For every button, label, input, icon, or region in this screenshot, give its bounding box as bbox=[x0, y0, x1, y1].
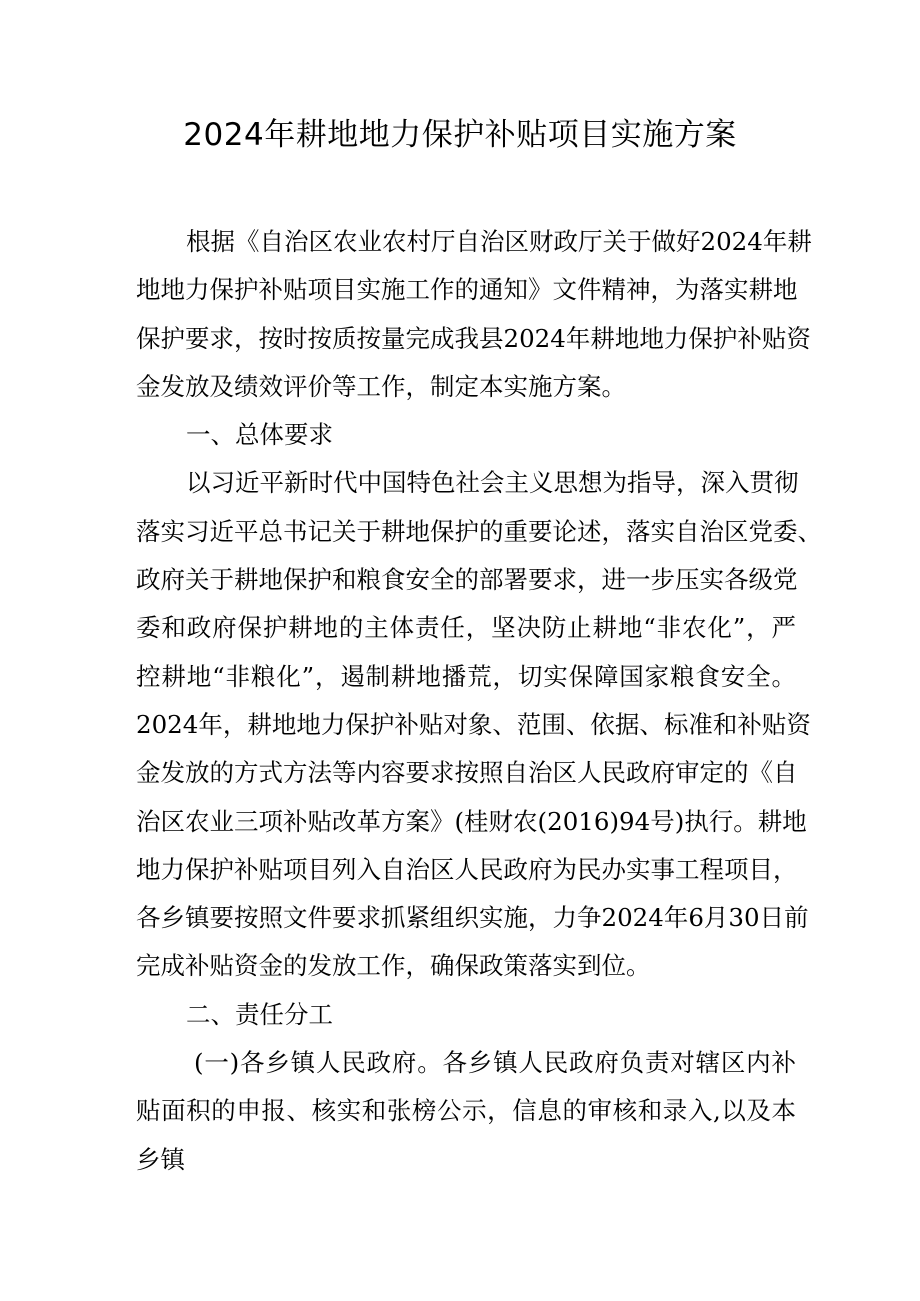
paragraph-line: 地力保护补贴项目列入自治区人民政府为民办实事工程项目， bbox=[136, 854, 798, 884]
paragraph-line: 金发放的方式方法等内容要求按照自治区人民政府审定的《自 bbox=[136, 758, 798, 788]
paragraph-line: 贴面积的申报、核实和张榜公示，信息的审核和录入,以及本 bbox=[136, 1096, 796, 1126]
document-title: 2024年耕地地力保护补贴项目实施方案 bbox=[183, 117, 737, 153]
paragraph-line: 落实习近平总书记关于耕地保护的重要论述，落实自治区党委、 bbox=[136, 516, 822, 546]
paragraph-line: (一)各乡镇人民政府。各乡镇人民政府负责对辖区内补 bbox=[194, 1048, 796, 1078]
paragraph-line: 根据《自治区农业农村厅自治区财政厅关于做好2024年耕 bbox=[186, 227, 812, 256]
paragraph-line: 完成补贴资金的发放工作，确保政策落实到位。 bbox=[136, 951, 651, 981]
paragraph-line: 控耕地“非粮化”，遏制耕地播荒，切实保障国家粮食安全。 bbox=[136, 661, 796, 691]
paragraph-line: 委和政府保护耕地的主体责任，坚决防止耕地“非农化”，严 bbox=[136, 613, 796, 643]
section-heading: 一、总体要求 bbox=[186, 420, 333, 450]
paragraph-line: 以习近平新时代中国特色社会主义思想为指导，深入贯彻 bbox=[186, 468, 799, 498]
section-heading: 二、责任分工 bbox=[186, 999, 333, 1029]
document-body bbox=[136, 218, 822, 1184]
paragraph-line: 2024年，耕地地力保护补贴对象、范围、依据、标准和补贴资 bbox=[136, 709, 811, 739]
paragraph-line: 乡镇 bbox=[136, 1144, 185, 1174]
paragraph-line: 治区农业三项补贴改革方案》(桂财农(2016)94号)执行。耕地 bbox=[136, 806, 807, 836]
paragraph-line: 各乡镇要按照文件要求抓紧组织实施，力争2024年6月30日前 bbox=[136, 903, 809, 933]
paragraph-line: 金发放及绩效评价等工作，制定本实施方案。 bbox=[136, 371, 626, 401]
paragraph-line: 政府关于耕地保护和粮食安全的部署要求，进一步压实各级党 bbox=[136, 565, 798, 595]
paragraph-line: 地地力保护补贴项目实施工作的通知》文件精神，为落实耕地 bbox=[136, 275, 798, 305]
paragraph-line: 保护要求，按时按质按量完成我县2024年耕地地力保护补贴资 bbox=[136, 323, 811, 353]
